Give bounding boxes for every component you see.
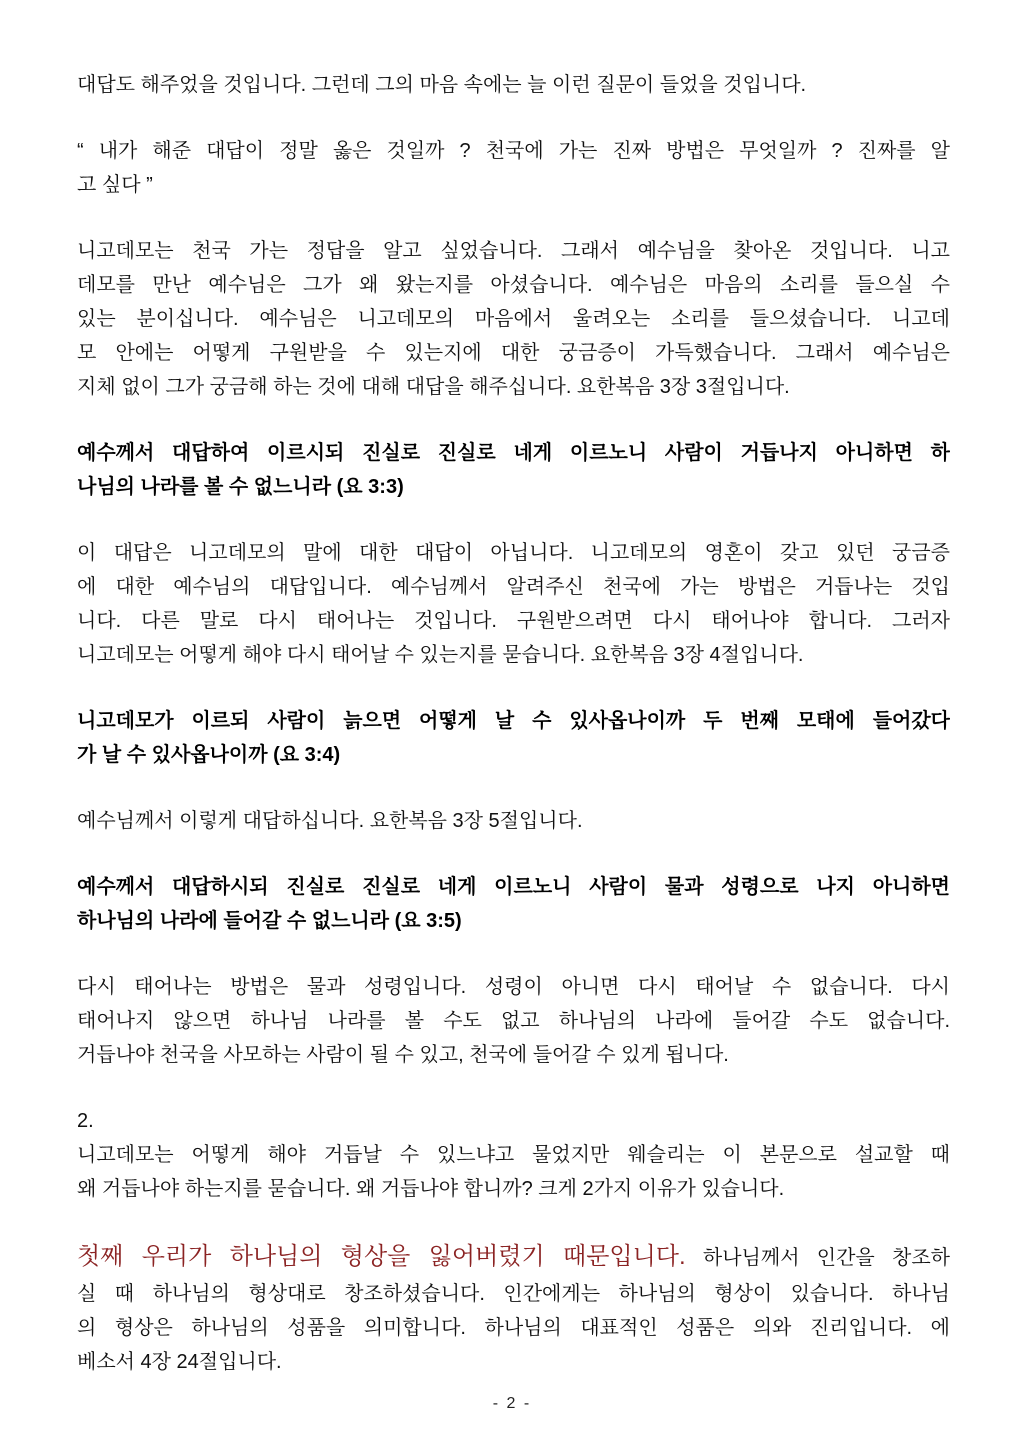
paragraph-line-text: 하나님께서 인간을 창조하 <box>702 1247 950 1269</box>
paragraph-line: 니고데모가 이르되 사람이 늙으면 어떻게 날 수 있사옵나이까 두 번째 모태에 들어갔다 <box>77 710 950 732</box>
paragraph-line: 예수께서 대답하시되 진실로 진실로 네게 이르노니 사람이 물과 성령으로 나지 아니하면 <box>77 876 950 898</box>
body-paragraph <box>77 536 950 672</box>
paragraph-line: 이 대답은 니고데모의 말에 대한 대답이 아닙니다. 니고데모의 영혼이 갖고 있던 궁금증 <box>77 542 950 564</box>
page-number: - 2 - <box>492 1395 532 1412</box>
paragraph-line: 데모를 만난 예수님은 그가 왜 왔는지를 아셨습니다. 예수님은 마음의 소리를 들으실 수 <box>77 274 950 296</box>
numbered-section-paragraph <box>77 1104 950 1206</box>
paragraph-line: 거듭나야 천국을 사모하는 사람이 될 수 있고, 천국에 들어갈 수 있게 됩니다. <box>77 1044 729 1066</box>
quoted-question-paragraph <box>77 134 950 202</box>
paragraph-line: 니고데모는 어떻게 해야 다시 태어날 수 있는지를 묻습니다. 요한복음 3장 4절입니다. <box>77 644 804 666</box>
paragraph-line: 실 때 하나님의 형상대로 창조하셨습니다. 인간에게는 하나님의 형상이 있습니다. 하나님 <box>77 1283 950 1305</box>
paragraph-line <box>77 1238 950 1277</box>
paragraph-line: 왜 거듭나야 하는지를 묻습니다. 왜 거듭나야 합니까? 크게 2가지 이유가 있습니다. <box>77 1178 785 1200</box>
highlighted-reason-paragraph <box>77 1238 950 1379</box>
paragraph-line: 예수께서 대답하여 이르시되 진실로 진실로 네게 이르노니 사람이 거듭나지 아니하면 하 <box>77 442 950 464</box>
body-paragraph <box>77 234 950 404</box>
paragraph-line: 지체 없이 그가 궁금해 하는 것에 대해 대답을 해주십니다. 요한복음 3장 3절입니다. <box>77 376 790 398</box>
paragraph-line: 태어나지 않으면 하나님 나라를 볼 수도 없고 하나님의 나라에 들어갈 수도 없습니다. <box>77 1010 950 1032</box>
section-number: 2. <box>77 1110 94 1132</box>
paragraph-line: 하나님의 나라에 들어갈 수 없느니라 (요 3:5) <box>77 910 462 932</box>
scripture-quote <box>77 436 950 504</box>
body-paragraph <box>77 970 950 1072</box>
paragraph-line: 예수님께서 이렇게 대답하십니다. 요한복음 3장 5절입니다. <box>77 810 583 832</box>
body-paragraph <box>77 68 950 102</box>
paragraph-line: 가 날 수 있사옵나이까 (요 3:4) <box>77 744 341 766</box>
paragraph-line: 니다. 다른 말로 다시 태어나는 것입니다. 구원받으려면 다시 태어나야 합니다. 그러자 <box>77 610 950 632</box>
scripture-quote <box>77 870 950 938</box>
paragraph-line: 고 싶다 ” <box>77 174 153 196</box>
paragraph-line: 니고데모는 어떻게 해야 거듭날 수 있느냐고 물었지만 웨슬리는 이 본문으로 설교할 때 <box>77 1144 950 1166</box>
body-paragraph <box>77 804 950 838</box>
paragraph-line: 의 형상은 하나님의 성품을 의미합니다. 하나님의 대표적인 성품은 의와 진리입니다. 에 <box>77 1317 950 1339</box>
paragraph-line: 베소서 4장 24절입니다. <box>77 1351 282 1373</box>
scripture-quote <box>77 704 950 772</box>
paragraph-line: “ 내가 해준 대답이 정말 옳은 것일까 ? 천국에 가는 진짜 방법은 무엇일까 ? 진짜를 알 <box>77 140 950 162</box>
paragraph-line: 모 안에는 어떻게 구원받을 수 있는지에 대한 궁금증이 가득했습니다. 그래서 예수님은 <box>77 342 950 364</box>
paragraph-line: 에 대한 예수님의 대답입니다. 예수님께서 알려주신 천국에 가는 방법은 거듭나는 것입 <box>77 576 950 598</box>
paragraph-line: 니고데모는 천국 가는 정답을 알고 싶었습니다. 그래서 예수님을 찾아온 것입니다. 니고 <box>77 240 950 262</box>
paragraph-line: 나님의 나라를 볼 수 없느니라 (요 3:3) <box>77 476 404 498</box>
paragraph-line: 대답도 해주었을 것입니다. 그런데 그의 마음 속에는 늘 이런 질문이 들었을 것입니다. <box>77 74 807 96</box>
paragraph-line: 있는 분이십니다. 예수님은 니고데모의 마음에서 울려오는 소리를 들으셨습니다. 니고데 <box>77 308 950 330</box>
paragraph-line: 다시 태어나는 방법은 물과 성령입니다. 성령이 아니면 다시 태어날 수 없습니다. 다시 <box>77 976 950 998</box>
red-heading-text: 첫째 우리가 하나님의 형상을 잃어버렸기 때문입니다. <box>77 1243 686 1270</box>
document-page-body <box>77 68 950 1411</box>
